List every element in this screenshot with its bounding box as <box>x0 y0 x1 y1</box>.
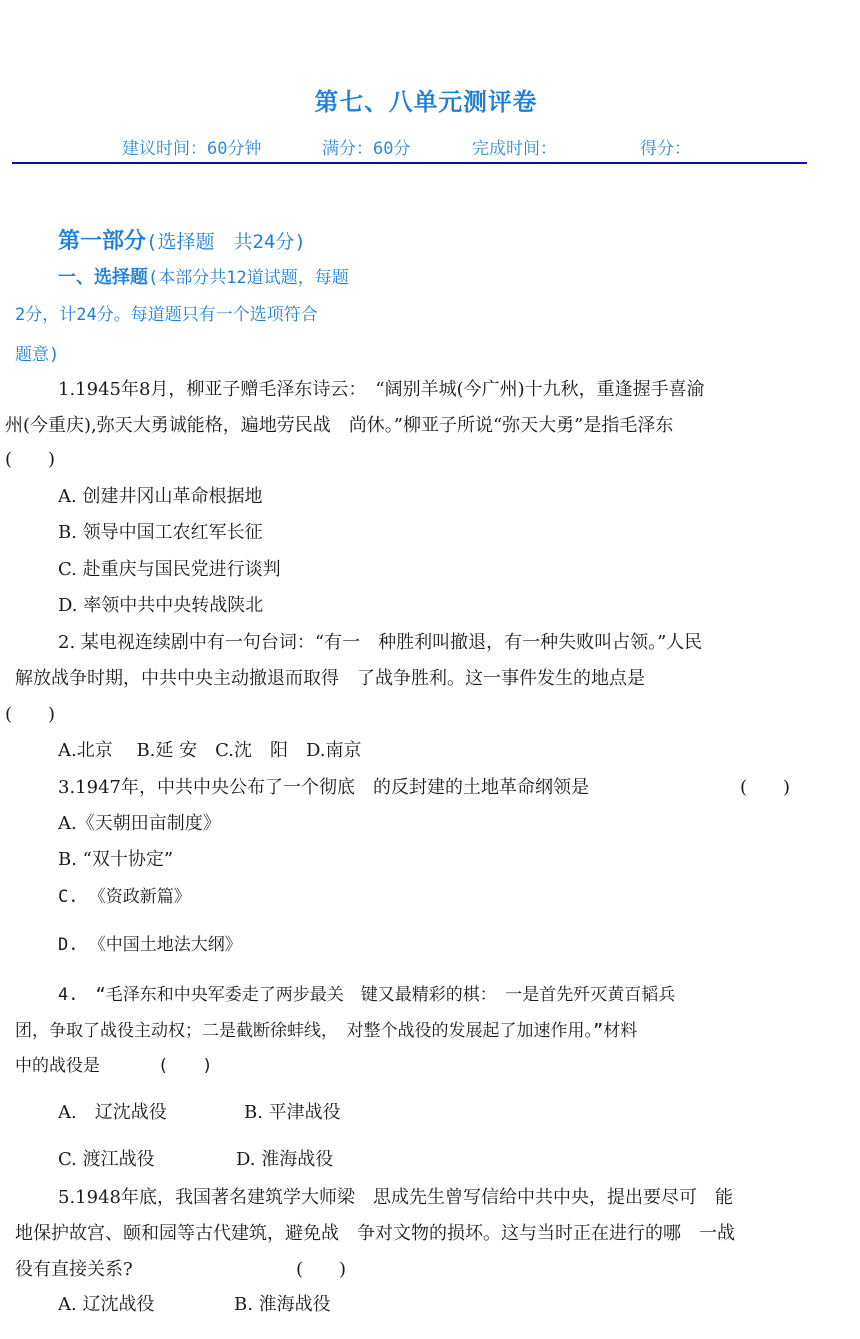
q1-option-c: C. 赴重庆与国民党进行谈判 <box>58 559 281 580</box>
full-score: 满分：60分 <box>322 139 411 159</box>
header-divider <box>12 162 807 164</box>
q5-line1: 5.1948年底，我国著名建筑学大师梁 思成先生曾写信给中共中央，提出要尽可 能 <box>58 1187 733 1208</box>
q5-line2: 地保护故宫、颐和园等古代建筑，避免战 争对文物的损坏。这与当时正在进行的哪 一战 <box>15 1223 735 1244</box>
section-title: 一、选择题 <box>58 267 148 288</box>
page-title: 第七、八单元测评卷 <box>314 88 538 116</box>
q3-option-d: D. 《中国土地法大纲》 <box>58 935 242 955</box>
q4-option-c: C. 渡江战役 <box>58 1149 155 1170</box>
q3-option-a: A.《天朝田亩制度》 <box>58 813 221 834</box>
q1-line1: 1.1945年8月，柳亚子赠毛泽东诗云： “阔别羊城(今广州)十九秋，重逢握手喜渝 <box>58 379 705 400</box>
q3-line1: 3.1947年，中共中央公布了一个彻底 的反封建的土地革命纲领是 <box>58 777 589 798</box>
section-note-line1: (本部分共12道试题，每题 <box>148 268 349 288</box>
q2-bracket: ( ) <box>5 704 56 725</box>
q5-option-a: A. 辽沈战役 <box>58 1294 155 1315</box>
q2-line2: 解放战争时期，中共中央主动撤退而取得 了战争胜利。这一事件发生的地点是 <box>15 668 645 689</box>
section-note-line2: 2分，计24分。每道题只有一个选项符合 <box>15 305 318 325</box>
part-heading <box>58 224 306 255</box>
part-heading-title: 第一部分 <box>58 229 147 254</box>
q4-bracket: ( ) <box>158 1056 213 1076</box>
q3-option-c: C. 《资政新篇》 <box>58 887 191 907</box>
q2-line1: 2. 某电视连续剧中有一句台词：“有一 种胜利叫撤退，有一种失败叫占领。”人民 <box>58 632 703 653</box>
q4-line2: 团，争取了战役主动权；二是截断徐蚌线， 对整个战役的发展起了加速作用。”材料 <box>15 1021 638 1041</box>
q1-bracket: ( ) <box>5 449 56 470</box>
section-note-line3: 题意) <box>15 345 60 365</box>
suggested-time: 建议时间：60分钟 <box>122 139 262 159</box>
q2-options: A.北京 B.延 安 C.沈 阳 D.南京 <box>58 740 362 761</box>
q1-option-d: D. 率领中共中央转战陕北 <box>58 595 264 616</box>
q4-option-a: A. 辽沈战役 <box>58 1102 167 1123</box>
part-heading-note: (选择题 共24分) <box>146 231 306 253</box>
q5-bracket: ( ) <box>296 1259 347 1280</box>
q4-option-b: B. 平津战役 <box>244 1102 341 1123</box>
q4-option-d: D. 淮海战役 <box>236 1149 334 1170</box>
section-heading <box>58 263 349 289</box>
completion-time: 完成时间： <box>472 139 557 159</box>
score-field: 得分： <box>640 139 691 159</box>
q4-line1: 4. “毛泽东和中央军委走了两步最关 键又最精彩的棋： 一是首先歼灭黄百韬兵 <box>58 985 676 1005</box>
q3-bracket: ( ) <box>740 777 791 798</box>
q5-line3: 役有直接关系? <box>15 1259 133 1280</box>
q4-line3: 中的战役是 <box>15 1056 100 1076</box>
q3-option-b: B. “双十协定” <box>58 849 174 870</box>
q1-line2: 州(今重庆),弥天大勇诚能格，遍地劳民战 尚休。”柳亚子所说“弥天大勇”是指毛泽东 <box>5 415 674 436</box>
q5-option-b: B. 淮海战役 <box>234 1294 331 1315</box>
q1-option-b: B. 领导中国工农红军长征 <box>58 522 263 543</box>
q1-option-a: A. 创建井冈山革命根据地 <box>58 486 263 507</box>
